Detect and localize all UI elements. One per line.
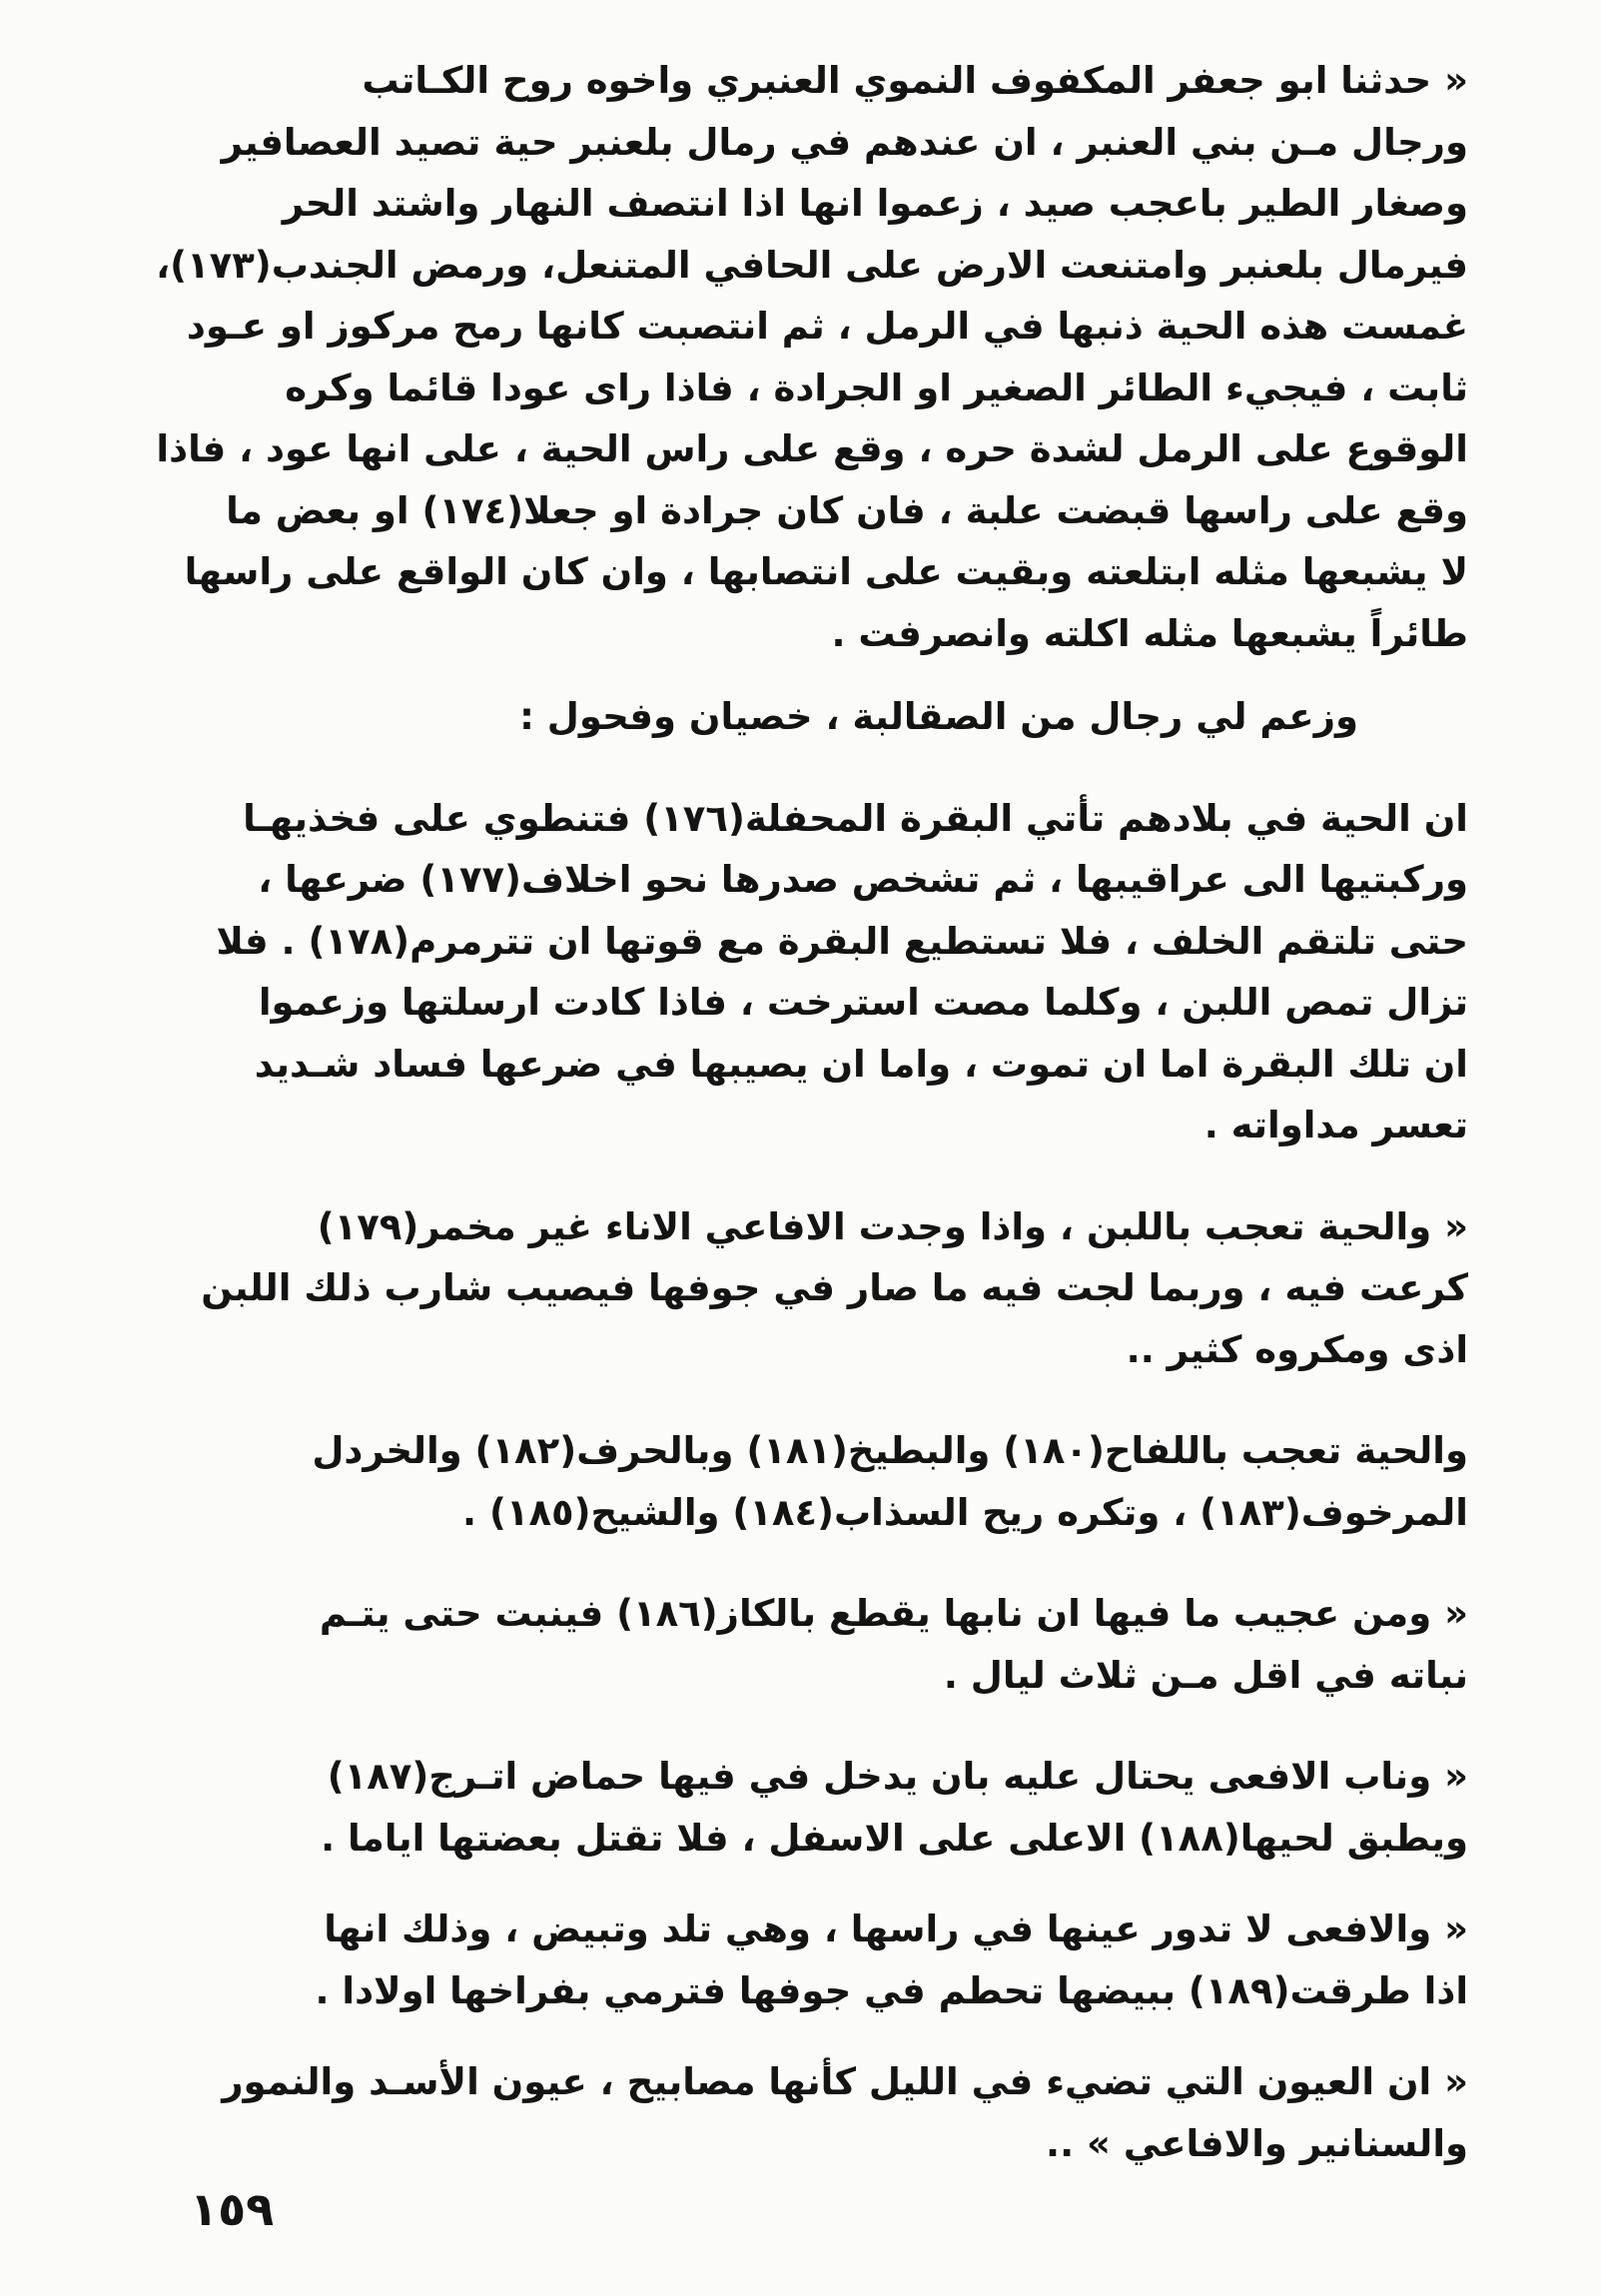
text-line: تزال تمص اللبن ، وكلما مصت استرخت ، فاذا كادت ارسلتها وزعموا: [258, 981, 1468, 1024]
spacer: [150, 748, 1468, 788]
text-line: اذى ومكروه كثير ..: [1126, 1327, 1468, 1371]
spacer: [150, 1543, 1468, 1583]
text-line: وصغار الطير باعجب صيد ، زعموا انها اذا انتصف النهار واشتد الحر: [282, 182, 1468, 225]
text-line: وزعم لي رجال من الصقالبة ، خصيان وفحول :: [519, 695, 1358, 738]
text-line: « حدثنا ابو جعفر المكفوف النموي العنبري واخوه روح الكـاتب: [362, 59, 1468, 102]
text-line: الوقوع على الرمل لشدة حره ، وقع على راس الحية ، على انها عود ، فاذا: [156, 427, 1468, 470]
text-line: فيرمال بلعنبر وامتنعت الارض على الحافي المتنعل، ورمض الجندب(١٧٣)،: [156, 243, 1468, 287]
text-line: ان تلك البقرة اما ان تموت ، واما ان يصيبها في ضرعها فساد شـديد: [254, 1042, 1468, 1086]
spacer: [150, 1380, 1468, 1420]
text-line: كرعت فيه ، وربما لجت فيه ما صار في جوفها فيصيب شارب ذلك اللبن: [201, 1266, 1468, 1309]
paragraph-viper-eyes: [150, 1899, 1468, 2021]
text-line: « ان العيون التي تضيء في الليل كأنها مصابيح ، عيون الأسـد والنمور: [222, 2060, 1468, 2103]
text-line: « والافعى لا تدور عينها في راسها ، وهي تلد وتبيض ، وذلك انها: [324, 1908, 1468, 1950]
text-line: المرخوف(١٨٣) ، وتكره ريح السذاب(١٨٤) والشيح(١٨٥) .: [462, 1490, 1468, 1534]
text-line: والسنانير والافاعي » ..: [1046, 2121, 1468, 2165]
text-line: تعسر مداواته .: [1203, 1104, 1468, 1147]
page-number: ١٥٩: [190, 2182, 275, 2236]
text-line: اذا طرقت(١٨٩) ببيضها تحطم في جوفها فترمي بفراخها اولادا .: [315, 1968, 1468, 2012]
text-line: ثابت ، فيجيء الطائر الصغير او الجرادة ، فاذا راى عودا قائما وكره: [285, 366, 1468, 409]
paragraph-viper-fang: [150, 1746, 1468, 1869]
paragraph-likes-dislikes: [150, 1420, 1468, 1543]
text-line: غمست هذه الحية ذنبها في الرمل ، ثم انتصبت كانها رمح مركوز او عـود: [186, 305, 1468, 348]
text-line: وركبتيها الى عراقيبها ، ثم تشخص صدرها نحو اخلاف(١٧٧) ضرعها ،: [258, 858, 1468, 901]
text-line: « ومن عجيب ما فيها ان نابها يقطع بالكاز(١٨٦) فينبت حتى يتـم: [319, 1592, 1468, 1635]
spacer: [150, 1706, 1468, 1746]
text-line: نباته في اقل مـن ثلاث ليال .: [943, 1653, 1468, 1697]
paragraph-fang-regrow: [150, 1583, 1468, 1706]
paragraph-milk-vessel: [150, 1196, 1468, 1381]
text-line: « وناب الافعى يحتال عليه بان يدخل في فيها حماض اتـرج(١٨٧): [327, 1755, 1468, 1798]
text-line: ورجال مـن بني العنبر ، ان عندهم في رمال بلعنبر حية تصيد العصافير: [221, 120, 1468, 164]
paragraph-glowing-eyes: [150, 2051, 1468, 2174]
paragraph-cow-milk: [150, 788, 1468, 1156]
text-line: ان الحية في بلادهم تأتي البقرة المحفلة(١٧٦) فتنطوي على فخذيهـا: [243, 796, 1468, 840]
text-line: طائراً يشبعها مثله اكلته وانصرفت .: [831, 611, 1468, 655]
paragraph-saqaliba-intro: [150, 686, 1358, 748]
text-line: « والحية تعجب باللبن ، واذا وجدت الافاعي الاناء غير مخمر(١٧٩): [317, 1204, 1468, 1248]
text-line: حتى تلتقم الخلف ، فلا تستطيع البقرة مع قوتها ان تترمرم(١٧٨) . فلا: [216, 919, 1468, 963]
spacer: [150, 2021, 1468, 2051]
text-line: ويطبق لحيها(١٨٨) الاعلى على الاسفل ، فلا تقتل بعضتها اياما .: [321, 1816, 1468, 1860]
text-line: لا يشبعها مثله ابتلعته وبقيت على انتصابها ، وان كان الواقع على راسها: [184, 550, 1468, 593]
spacer: [150, 1156, 1468, 1196]
text-line: والحية تعجب باللفاح(١٨٠) والبطيخ(١٨١) وبالحرف(١٨٢) والخردل: [312, 1429, 1468, 1472]
paragraph-anbar-snake: [150, 50, 1468, 664]
spacer: [150, 1869, 1468, 1899]
spacer: [150, 664, 1468, 686]
page-body: [150, 50, 1468, 2174]
text-line: وقع على راسها قبضت علبة ، فان كان جرادة او جعلا(١٧٤) او بعض ما: [226, 488, 1468, 532]
